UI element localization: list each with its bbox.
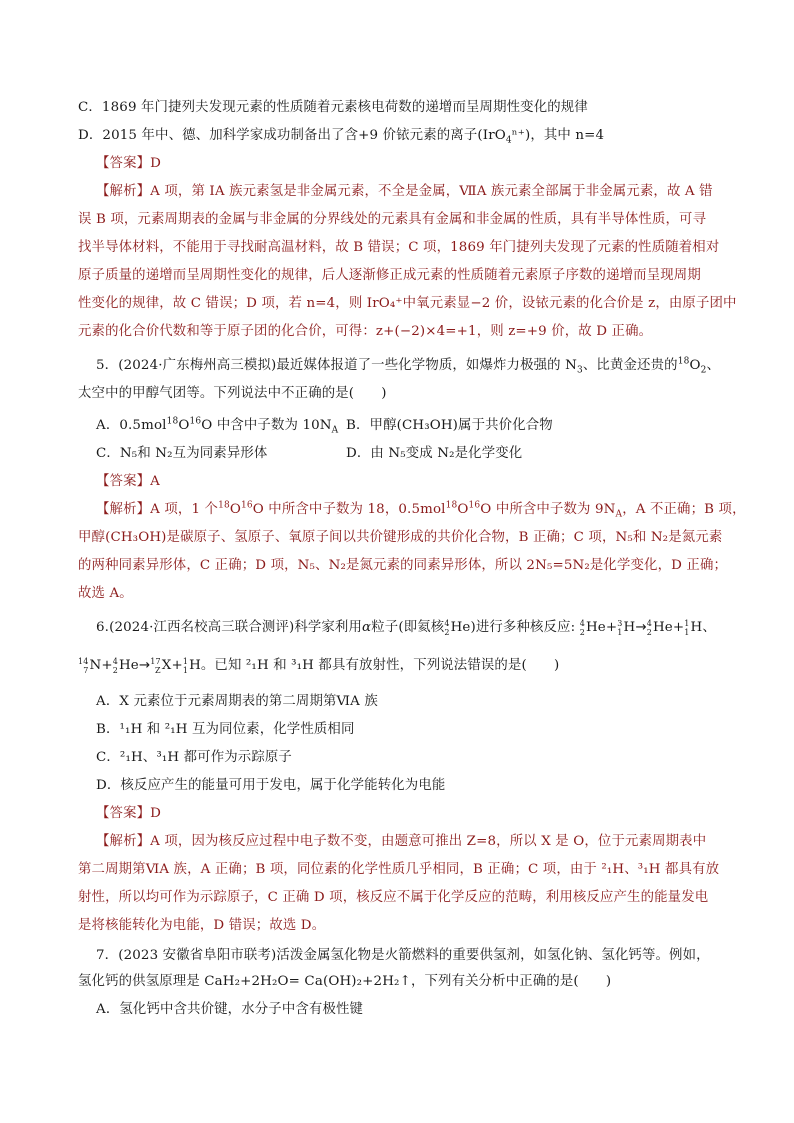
atomic-number: 1 bbox=[182, 665, 189, 675]
reaction-arrow: → bbox=[138, 658, 151, 673]
subscript: A bbox=[331, 425, 339, 436]
mass-number: 14 bbox=[78, 656, 89, 666]
subscript: 4 bbox=[505, 135, 512, 146]
mass-number: 4 bbox=[646, 618, 652, 628]
mass-number: 4 bbox=[579, 618, 585, 628]
analysis-text: ，A 不正确；B 项， bbox=[622, 502, 746, 517]
element-symbol: He bbox=[585, 620, 606, 635]
element-symbol: He bbox=[118, 658, 139, 673]
option-b-q6: B．¹₁H 和 ²₁H 互为同位素，化学性质相同 bbox=[96, 722, 355, 737]
question-6-line1 bbox=[96, 618, 716, 638]
atomic-number: 1 bbox=[617, 627, 623, 637]
atomic-number: 2 bbox=[579, 627, 585, 637]
plus-sign: + bbox=[101, 658, 113, 673]
nuclide-h1-product bbox=[183, 657, 188, 675]
analysis-q5-line2: 甲醇(CH₃OH)是碳原子、氢原子、氧原子间以共价键形成的共价化合物，B 正确；C 项，N₅和 N₂是氮元素 bbox=[78, 530, 723, 545]
analysis-q4-line5: 性变化的规律，故 C 错误；D 项，若 n=4，则 IrO₄⁺中氧元素显−2 价，设铱元素的化合价是 z，由原子团中 bbox=[78, 296, 737, 311]
question-6-line2 bbox=[78, 656, 559, 676]
question-5-text: 5．(2024·广东梅州高三模拟)最近媒体报道了一些化学物质，如爆炸力极强的 N bbox=[96, 358, 577, 373]
superscript: 16 bbox=[189, 416, 202, 427]
nuclide-he-product bbox=[647, 619, 652, 637]
option-a-q5-text: A．0.5mol bbox=[96, 418, 167, 433]
superscript: 18 bbox=[677, 356, 690, 367]
option-d-q5: D．由 N₅变成 N₂是化学变化 bbox=[346, 446, 523, 461]
analysis-q4-line6: 元素的化合价代数和等于原子团的化合价，可得：z+(−2)×4=+1，则 z=+9 价，故 D 正确。 bbox=[78, 324, 653, 339]
analysis-text: O 中所含中子数为 18，0.5mol bbox=[252, 502, 446, 517]
mass-number: 4 bbox=[112, 656, 118, 666]
plus-sign: + bbox=[171, 658, 183, 673]
option-d-q4-text: D．2015 年中、德、加科学家成功制备出了含+9 价铱元素的离子(IrO bbox=[78, 128, 506, 143]
option-a-q6: A．X 元素位于元素周期表的第二周期第ⅥA 族 bbox=[96, 694, 378, 709]
option-d-q4-tail: ⁿ⁺)，其中 n=4 bbox=[511, 128, 605, 143]
mass-number: 3 bbox=[617, 618, 623, 628]
analysis-text: O 中所含中子数为 9N bbox=[480, 502, 616, 517]
analysis-q4-line1: 【解析】A 项，第 IA 族元素氢是非金属元素，不全是金属，ⅦA 族元素全部属于非金属元素，故 A 错 bbox=[96, 184, 713, 199]
element-symbol: H bbox=[623, 620, 636, 635]
nuclide-x bbox=[150, 657, 160, 675]
mass-number: 1 bbox=[684, 618, 690, 628]
element-symbol: H bbox=[690, 620, 703, 635]
question-5-text2: 、比黄金还贵的 bbox=[582, 358, 678, 373]
option-c-q4: C．1869 年门捷列夫发现元素的性质随着元素核电荷数的递增而呈周期性变化的规律 bbox=[78, 100, 588, 115]
nuclide-he-reactant bbox=[113, 657, 118, 675]
subscript: 3 bbox=[577, 365, 583, 376]
atomic-number: 2 bbox=[646, 627, 652, 637]
analysis-text: 【解析】A 项，1 个 bbox=[96, 502, 219, 517]
question-6-text3: He)进行多种核反应: bbox=[450, 620, 576, 635]
question-6-text4: 。已知 ²₁H 和 ³₁H 都具有放射性，下列说法错误的是( ) bbox=[200, 658, 560, 673]
plus-sign: + bbox=[605, 620, 618, 635]
nuclide-he bbox=[580, 619, 585, 637]
analysis-q4-line2: 误 B 项，元素周期表的金属与非金属的分界线处的元素具有金属和非金属的性质，具有半导体性质，可寻 bbox=[78, 212, 707, 227]
analysis-q6-line3: 射性，所以均可作为示踪原子，C 正确 D 项，核反应不属于化学反应的范畴，利用核反应产生的能量发电 bbox=[78, 890, 709, 905]
question-7-line2: 氢化钙的供氢原理是 CaH₂+2H₂O= Ca(OH)₂+2H₂↑，下列有关分析中正确的是( ) bbox=[78, 974, 612, 989]
mass-number: 1 bbox=[182, 656, 189, 666]
atomic-number: Z bbox=[155, 665, 161, 675]
option-a-q5-text2: O 中含中子数为 10N bbox=[201, 418, 332, 433]
mass-number: 17 bbox=[150, 656, 161, 666]
analysis-q4-line4: 原子质量的递增而呈周期性变化的规律，后人逐渐修正成元素的性质随着元素原子序数的递增而呈现周期 bbox=[78, 268, 701, 283]
element-symbol: H bbox=[189, 658, 201, 673]
element-symbol: He bbox=[652, 620, 673, 635]
analysis-q4-line3: 找半导体材料，不能用于寻找耐高温材料，故 B 错误；C 项，1869 年门捷列夫发现了元素的性质随着相对 bbox=[78, 240, 720, 255]
answer-q4: 【答案】D bbox=[96, 156, 162, 171]
analysis-q6-line2: 第二周期第ⅥA 族，A 正确；B 项，同位素的化学性质几乎相同，B 正确；C 项，由于 ²₁H、³₁H 都具有放 bbox=[78, 862, 720, 877]
subscript: A bbox=[615, 509, 623, 520]
superscript: 18 bbox=[166, 416, 179, 427]
superscript: 18 bbox=[218, 500, 230, 511]
question-5-o: O bbox=[689, 358, 701, 373]
atomic-number: 7 bbox=[83, 665, 89, 675]
plus-sign: + bbox=[672, 620, 685, 635]
option-d-q6: D．核反应产生的能量可用于发电，属于化学能转化为电能 bbox=[96, 778, 446, 793]
option-c-q5: C．N₅和 N₂互为同素异形体 bbox=[96, 446, 268, 461]
separator: 、 bbox=[702, 620, 716, 635]
alpha-symbol: α bbox=[362, 620, 372, 635]
analysis-q5-line4: 故选 A。 bbox=[78, 586, 133, 601]
question-5-line1 bbox=[96, 356, 720, 376]
question-6-text2: 粒子(即氦核 bbox=[371, 620, 445, 635]
superscript: 18 bbox=[445, 500, 458, 511]
reaction-arrow: → bbox=[635, 620, 647, 635]
subscript: 2 bbox=[700, 365, 707, 376]
answer-q6: 【答案】D bbox=[96, 806, 162, 821]
analysis-q5-line1 bbox=[96, 500, 746, 520]
question-6-text: 6.(2024·江西名校高三联合测评)科学家利用 bbox=[96, 620, 363, 635]
analysis-q6-line1: 【解析】A 项，因为核反应过程中电子数不变，由题意可推出 Z=8，所以 X 是 O，位于元素周期表中 bbox=[96, 834, 707, 849]
analysis-q5-line3: 的两种同素异形体，C 正确；D 项，N₅、N₂是氮元素的同素异形体，所以 2N₅=5N₂是化学变化，D 正确； bbox=[78, 558, 728, 573]
superscript: 16 bbox=[468, 500, 481, 511]
option-a-q5-o: O bbox=[178, 418, 190, 433]
option-a-q5 bbox=[96, 416, 338, 436]
analysis-text: O bbox=[457, 502, 469, 517]
question-7-line1: 7．(2023 安徽省阜阳市联考)活泼金属氢化物是火箭燃料的重要供氢剂，如氢化钠、氢化钙等。例如， bbox=[96, 948, 710, 963]
option-d-q4 bbox=[78, 126, 604, 146]
atomic-number: 2 bbox=[112, 665, 118, 675]
option-c-q6: C．²₁H、³₁H 都可作为示踪原子 bbox=[96, 750, 292, 765]
element-symbol: X bbox=[161, 658, 172, 673]
atomic-number: 2 bbox=[444, 627, 450, 637]
superscript: 16 bbox=[241, 500, 253, 511]
analysis-text: O bbox=[229, 502, 241, 517]
nuclide-h1 bbox=[684, 619, 689, 637]
nuclide-n bbox=[78, 657, 88, 675]
nuclide-h3 bbox=[617, 619, 622, 637]
analysis-q6-line4: 是将核能转化为电能，D 错误；故选 D。 bbox=[78, 918, 326, 933]
mass-number: 4 bbox=[444, 618, 450, 628]
option-b-q5: B．甲醇(CH₃OH)属于共价化合物 bbox=[346, 418, 553, 433]
element-symbol: N bbox=[89, 658, 102, 673]
option-a-q7: A．氢化钙中含共价键，水分子中含有极性键 bbox=[96, 1002, 364, 1017]
answer-q5: 【答案】A bbox=[96, 474, 160, 489]
question-5-sep: 、 bbox=[706, 358, 721, 373]
nuclide-he-index bbox=[444, 619, 449, 637]
question-5-line2: 太空中的甲醇气团等。下列说法中不正确的是( ) bbox=[78, 386, 387, 401]
atomic-number: 1 bbox=[684, 627, 690, 637]
